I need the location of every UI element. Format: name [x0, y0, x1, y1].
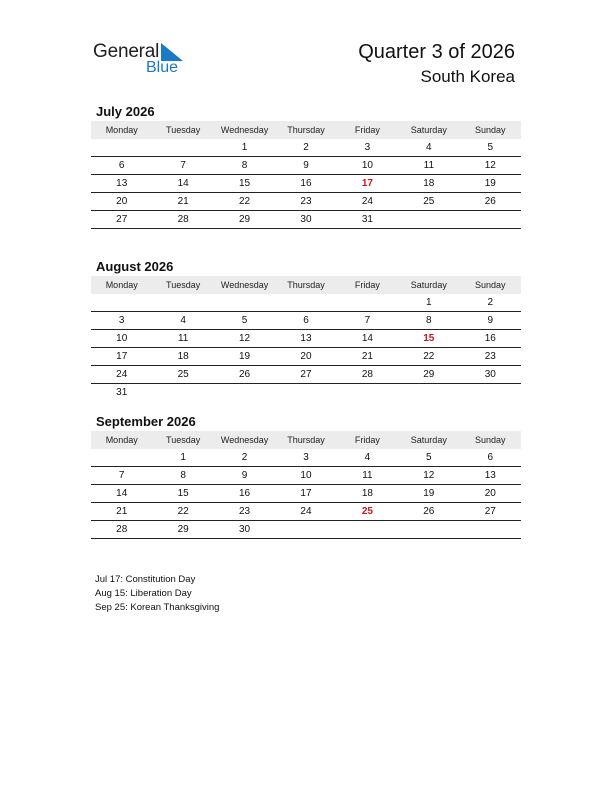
day-cell: 20: [275, 348, 336, 366]
week-row: [91, 312, 521, 330]
day-cell: 30: [460, 366, 521, 384]
weekday-header: Friday: [337, 431, 398, 449]
day-cell: 2: [214, 449, 275, 467]
weekday-header: Monday: [91, 431, 152, 449]
day-cell: 29: [398, 366, 459, 384]
weekday-header: Wednesday: [214, 121, 275, 139]
day-cell: 16: [214, 485, 275, 503]
day-cell: 23: [214, 503, 275, 521]
day-cell: 21: [337, 348, 398, 366]
day-cell: 11: [152, 330, 213, 348]
empty-day-cell: [398, 211, 459, 229]
day-cell: 8: [152, 467, 213, 485]
day-cell: 1: [152, 449, 213, 467]
logo: [93, 41, 203, 81]
weekday-header: Friday: [337, 276, 398, 294]
day-cell: 1: [214, 139, 275, 157]
week-row: [91, 348, 521, 366]
month-july: [91, 103, 521, 229]
day-cell: 12: [214, 330, 275, 348]
holiday-day-cell: 25: [337, 503, 398, 521]
day-cell: 26: [214, 366, 275, 384]
day-cell: 1: [398, 294, 459, 312]
month-title: July 2026: [96, 104, 155, 119]
day-cell: 8: [214, 157, 275, 175]
day-cell: 4: [152, 312, 213, 330]
day-cell: 19: [460, 175, 521, 193]
day-cell: 21: [152, 193, 213, 211]
weekday-header: Monday: [91, 276, 152, 294]
week-row: [91, 139, 521, 157]
day-cell: 25: [398, 193, 459, 211]
week-row: [91, 521, 521, 539]
week-row: [91, 157, 521, 175]
day-cell: 26: [398, 503, 459, 521]
calendar-table: [91, 276, 521, 401]
weekday-header: Sunday: [460, 121, 521, 139]
day-cell: 9: [460, 312, 521, 330]
weekday-header: Saturday: [398, 276, 459, 294]
weekday-header: Wednesday: [214, 431, 275, 449]
day-cell: 6: [91, 157, 152, 175]
day-cell: 7: [91, 467, 152, 485]
day-cell: 19: [214, 348, 275, 366]
day-cell: 14: [91, 485, 152, 503]
day-cell: 16: [460, 330, 521, 348]
day-cell: 25: [152, 366, 213, 384]
day-cell: 14: [337, 330, 398, 348]
holiday-day-cell: 15: [398, 330, 459, 348]
day-cell: 13: [91, 175, 152, 193]
calendar-table: [91, 431, 521, 539]
day-cell: 18: [152, 348, 213, 366]
logo-general-text: General: [93, 41, 160, 62]
day-cell: 7: [337, 312, 398, 330]
day-cell: 29: [214, 211, 275, 229]
weekday-header: Sunday: [460, 276, 521, 294]
weekday-header: Saturday: [398, 121, 459, 139]
country-name: South Korea: [420, 67, 515, 86]
week-row: [91, 330, 521, 348]
empty-day-cell: [398, 384, 459, 402]
empty-day-cell: [275, 294, 336, 312]
empty-day-cell: [460, 384, 521, 402]
weekday-header: Monday: [91, 121, 152, 139]
week-row: [91, 485, 521, 503]
day-cell: 8: [398, 312, 459, 330]
day-cell: 30: [275, 211, 336, 229]
empty-day-cell: [460, 211, 521, 229]
weekday-header: Friday: [337, 121, 398, 139]
day-cell: 31: [337, 211, 398, 229]
month-august: [91, 258, 521, 401]
day-cell: 31: [116, 387, 128, 398]
week-row: [91, 449, 521, 467]
empty-day-cell: [214, 294, 275, 312]
week-row: [91, 175, 521, 193]
month-september: [91, 413, 521, 539]
weekday-header: Thursday: [275, 276, 336, 294]
day-cell: 5: [398, 449, 459, 467]
day-cell: 26: [460, 193, 521, 211]
day-cell: 27: [275, 366, 336, 384]
day-cell: 22: [214, 193, 275, 211]
day-cell: 7: [152, 157, 213, 175]
holiday-note: Jul 17: Constitution Day: [95, 574, 196, 585]
empty-day-cell: [152, 139, 213, 157]
holiday-note: Sep 25: Korean Thanksgiving: [95, 602, 220, 613]
empty-day-cell: [91, 449, 152, 467]
logo-blue-text: Blue: [146, 59, 179, 76]
day-cell: 17: [275, 485, 336, 503]
page-title: Quarter 3 of 2026: [358, 41, 515, 63]
day-cell: 3: [91, 312, 152, 330]
day-cell: 13: [275, 330, 336, 348]
empty-day-cell: [152, 384, 213, 402]
day-cell: 3: [337, 139, 398, 157]
holiday-day-cell: 17: [337, 175, 398, 193]
day-cell: 5: [214, 312, 275, 330]
day-cell: 12: [398, 467, 459, 485]
day-cell: 2: [275, 139, 336, 157]
month-title: September 2026: [96, 414, 196, 429]
day-cell: 17: [91, 348, 152, 366]
holiday-notes: [95, 573, 219, 615]
weekday-header: Tuesday: [152, 276, 213, 294]
weekday-header: Wednesday: [214, 276, 275, 294]
weekday-header: Tuesday: [152, 431, 213, 449]
empty-day-cell: [91, 139, 152, 157]
day-cell: 16: [275, 175, 336, 193]
day-cell: 4: [337, 449, 398, 467]
calendar-table: [91, 121, 521, 229]
day-cell: 22: [152, 503, 213, 521]
empty-day-cell: [91, 294, 152, 312]
empty-day-cell: [275, 384, 336, 402]
weekday-header: Thursday: [275, 431, 336, 449]
day-cell: 6: [275, 312, 336, 330]
day-cell: 30: [214, 521, 275, 539]
day-cell: 22: [398, 348, 459, 366]
week-row: [91, 366, 521, 384]
week-row: [91, 193, 521, 211]
empty-day-cell: [398, 521, 459, 539]
holiday-note: Aug 15: Liberation Day: [95, 588, 192, 599]
weekday-header: Thursday: [275, 121, 336, 139]
weekday-header: Sunday: [460, 431, 521, 449]
week-row: [91, 294, 521, 312]
day-cell: 27: [460, 503, 521, 521]
month-title: August 2026: [96, 259, 174, 274]
empty-day-cell: [337, 384, 398, 402]
weekday-header: Tuesday: [152, 121, 213, 139]
day-cell: 6: [460, 449, 521, 467]
day-cell: 23: [275, 193, 336, 211]
day-cell: 5: [460, 139, 521, 157]
day-cell: 10: [275, 467, 336, 485]
day-cell: 12: [460, 157, 521, 175]
day-cell: 15: [152, 485, 213, 503]
day-cell: 23: [460, 348, 521, 366]
empty-day-cell: [337, 521, 398, 539]
week-row: [91, 211, 521, 229]
day-cell: 28: [337, 366, 398, 384]
day-cell: 3: [275, 449, 336, 467]
day-cell: 9: [214, 467, 275, 485]
day-cell: 10: [337, 157, 398, 175]
day-cell: 21: [91, 503, 152, 521]
day-cell: 9: [275, 157, 336, 175]
empty-day-cell: [337, 294, 398, 312]
day-cell: 13: [460, 467, 521, 485]
day-cell: 15: [214, 175, 275, 193]
empty-day-cell: [275, 521, 336, 539]
empty-day-cell: [460, 521, 521, 539]
day-cell: 4: [398, 139, 459, 157]
day-cell: 24: [275, 503, 336, 521]
day-cell: 24: [337, 193, 398, 211]
day-cell: 11: [337, 467, 398, 485]
day-cell: 28: [152, 211, 213, 229]
empty-day-cell: [152, 294, 213, 312]
week-row: [91, 503, 521, 521]
week-row: [91, 384, 521, 402]
day-cell: 20: [460, 485, 521, 503]
weekday-header: Saturday: [398, 431, 459, 449]
day-cell: 24: [91, 366, 152, 384]
day-cell: 11: [398, 157, 459, 175]
day-cell: 14: [152, 175, 213, 193]
day-cell: 18: [398, 175, 459, 193]
day-cell: 18: [337, 485, 398, 503]
day-cell: 28: [91, 521, 152, 539]
day-cell: 20: [91, 193, 152, 211]
empty-day-cell: [214, 384, 275, 402]
day-cell: 10: [91, 330, 152, 348]
day-cell: 29: [152, 521, 213, 539]
day-cell: 2: [460, 294, 521, 312]
day-cell: 27: [91, 211, 152, 229]
day-cell: 19: [398, 485, 459, 503]
week-row: [91, 467, 521, 485]
